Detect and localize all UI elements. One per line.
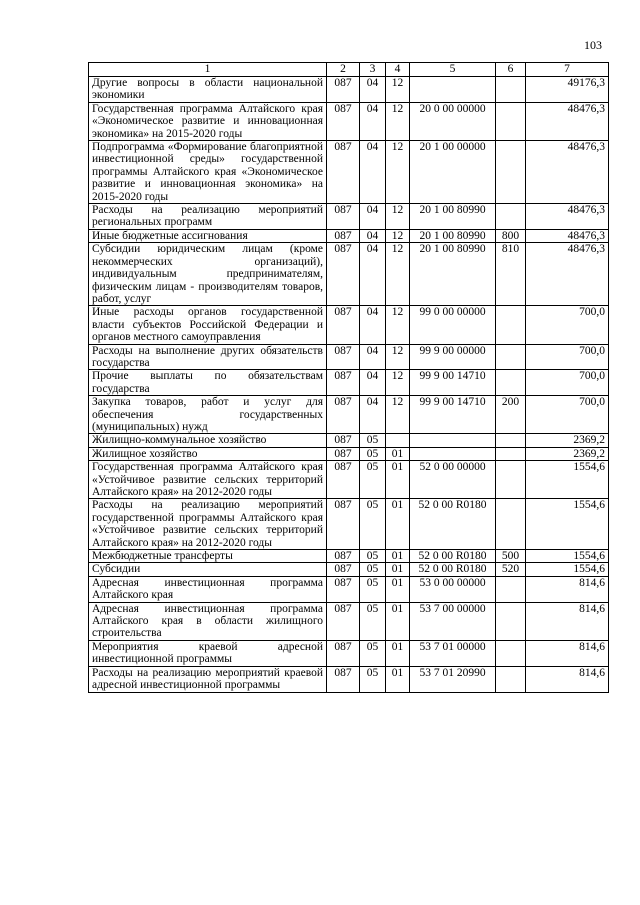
target-item-cell [410,447,496,460]
target-item-cell: 53 7 01 20990 [410,666,496,692]
department-code-cell: 087 [327,77,360,103]
row-name-cell: Жилищно-коммунальное хозяйство [89,434,327,447]
subsection-code-cell: 12 [386,102,410,140]
department-code-cell: 087 [327,306,360,344]
table-row [89,204,609,230]
section-code-cell: 04 [360,77,386,103]
subsection-code-cell: 01 [386,576,410,602]
department-code-cell: 087 [327,396,360,434]
amount-cell: 48476,3 [526,102,609,140]
expense-type-cell [496,640,526,666]
amount-cell: 1554,6 [526,461,609,499]
target-item-cell: 99 9 00 14710 [410,370,496,396]
section-code-cell: 05 [360,461,386,499]
expense-type-cell [496,77,526,103]
amount-cell: 48476,3 [526,243,609,306]
section-code-cell: 05 [360,499,386,550]
row-name-cell: Иные расходы органов государственной власти субъектов Российской Федерации и органов местного самоуправления [89,306,327,344]
table-header-row [89,63,609,77]
department-code-cell: 087 [327,461,360,499]
row-name-cell: Расходы на реализацию мероприятий государственной программы Алтайского края «Устойчивое развитие сельских территорий Алтайского края» на 2012-2020 годы [89,499,327,550]
subsection-code-cell: 12 [386,344,410,370]
amount-cell: 814,6 [526,640,609,666]
section-code-cell: 04 [360,396,386,434]
amount-cell: 48476,3 [526,204,609,230]
table-row [89,640,609,666]
target-item-cell: 53 7 01 00000 [410,640,496,666]
subsection-code-cell: 01 [386,602,410,640]
page-number: 103 [584,38,602,52]
amount-cell: 814,6 [526,602,609,640]
row-name-cell: Закупка товаров, работ и услуг для обеспечения государственных (муниципальных) нужд [89,396,327,434]
row-name-cell: Государственная программа Алтайского края «Экономическое развитие и инновационная экономика» на 2015-2020 годы [89,102,327,140]
row-name-cell: Межбюджетные трансферты [89,550,327,563]
row-name-cell: Подпрограмма «Формирование благоприятной инвестиционной среды» государственной программы Алтайского края «Экономическое развитие и инновационная экономика» на 2015-2020 годы [89,141,327,204]
subsection-code-cell: 12 [386,370,410,396]
target-item-cell: 52 0 00 R0180 [410,550,496,563]
table-row [89,77,609,103]
table-row [89,243,609,306]
expense-type-cell [496,102,526,140]
row-name-cell: Жилищное хозяйство [89,447,327,460]
table-row [89,563,609,576]
target-item-cell [410,434,496,447]
department-code-cell: 087 [327,102,360,140]
table-row [89,499,609,550]
subsection-code-cell: 12 [386,243,410,306]
department-code-cell: 087 [327,204,360,230]
department-code-cell: 087 [327,640,360,666]
row-name-cell: Расходы на выполнение других обязательств государства [89,344,327,370]
target-item-cell: 52 0 00 00000 [410,461,496,499]
table-row [89,461,609,499]
column-header: 2 [327,63,360,77]
budget-table [88,62,609,693]
section-code-cell: 04 [360,204,386,230]
amount-cell: 814,6 [526,666,609,692]
amount-cell: 700,0 [526,396,609,434]
expense-type-cell [496,306,526,344]
subsection-code-cell: 12 [386,306,410,344]
subsection-code-cell [386,434,410,447]
section-code-cell: 04 [360,102,386,140]
row-name-cell: Расходы на реализацию мероприятий региональных программ [89,204,327,230]
target-item-cell: 20 0 00 00000 [410,102,496,140]
subsection-code-cell: 12 [386,77,410,103]
target-item-cell: 52 0 00 R0180 [410,563,496,576]
expense-type-cell [496,370,526,396]
department-code-cell: 087 [327,344,360,370]
subsection-code-cell: 12 [386,204,410,230]
amount-cell: 1554,6 [526,499,609,550]
row-name-cell: Субсидии [89,563,327,576]
section-code-cell: 05 [360,434,386,447]
subsection-code-cell: 01 [386,666,410,692]
section-code-cell: 04 [360,243,386,306]
section-code-cell: 04 [360,370,386,396]
table-row [89,141,609,204]
row-name-cell: Субсидии юридическим лицам (кроме некоммерческих организаций), индивидуальным предпринимателям, физическим лицам - производителям товаров, работ, услуг [89,243,327,306]
department-code-cell: 087 [327,434,360,447]
row-name-cell: Мероприятия краевой адресной инвестиционной программы [89,640,327,666]
table-row [89,102,609,140]
department-code-cell: 087 [327,576,360,602]
amount-cell: 700,0 [526,306,609,344]
amount-cell: 48476,3 [526,229,609,242]
section-code-cell: 05 [360,666,386,692]
section-code-cell: 04 [360,229,386,242]
section-code-cell: 04 [360,344,386,370]
table-row [89,447,609,460]
subsection-code-cell: 01 [386,640,410,666]
section-code-cell: 05 [360,640,386,666]
subsection-code-cell: 12 [386,229,410,242]
amount-cell: 1554,6 [526,563,609,576]
table-row [89,306,609,344]
department-code-cell: 087 [327,370,360,396]
row-name-cell: Другие вопросы в области национальной экономики [89,77,327,103]
section-code-cell: 05 [360,576,386,602]
amount-cell: 700,0 [526,370,609,396]
target-item-cell: 99 9 00 00000 [410,344,496,370]
subsection-code-cell: 01 [386,499,410,550]
table-row [89,576,609,602]
expense-type-cell [496,447,526,460]
department-code-cell: 087 [327,550,360,563]
amount-cell: 49176,3 [526,77,609,103]
column-header: 7 [526,63,609,77]
column-header: 5 [410,63,496,77]
column-header: 3 [360,63,386,77]
section-code-cell: 05 [360,447,386,460]
department-code-cell: 087 [327,499,360,550]
target-item-cell: 20 1 00 80990 [410,229,496,242]
expense-type-cell: 810 [496,243,526,306]
table-row [89,434,609,447]
column-header: 1 [89,63,327,77]
expense-type-cell: 800 [496,229,526,242]
expense-type-cell [496,576,526,602]
table-row [89,666,609,692]
row-name-cell: Адресная инвестиционная программа Алтайского края [89,576,327,602]
expense-type-cell [496,344,526,370]
table-row [89,396,609,434]
table-body [89,77,609,693]
expense-type-cell: 520 [496,563,526,576]
expense-type-cell [496,204,526,230]
subsection-code-cell: 12 [386,396,410,434]
subsection-code-cell: 01 [386,461,410,499]
subsection-code-cell: 01 [386,550,410,563]
column-header: 6 [496,63,526,77]
target-item-cell: 20 1 00 80990 [410,243,496,306]
amount-cell: 700,0 [526,344,609,370]
target-item-cell [410,77,496,103]
target-item-cell: 53 0 00 00000 [410,576,496,602]
table-row [89,370,609,396]
table-row [89,550,609,563]
row-name-cell: Адресная инвестиционная программа Алтайского края в области жилищного строительства [89,602,327,640]
target-item-cell: 52 0 00 R0180 [410,499,496,550]
department-code-cell: 087 [327,666,360,692]
target-item-cell: 99 9 00 14710 [410,396,496,434]
expense-type-cell: 500 [496,550,526,563]
row-name-cell: Государственная программа Алтайского края «Устойчивое развитие сельских территорий Алтайского края» на 2012-2020 годы [89,461,327,499]
department-code-cell: 087 [327,602,360,640]
table-row [89,344,609,370]
expense-type-cell [496,461,526,499]
department-code-cell: 087 [327,563,360,576]
target-item-cell: 20 1 00 00000 [410,141,496,204]
department-code-cell: 087 [327,447,360,460]
target-item-cell: 20 1 00 80990 [410,204,496,230]
amount-cell: 2369,2 [526,434,609,447]
amount-cell: 1554,6 [526,550,609,563]
expense-type-cell [496,141,526,204]
section-code-cell: 05 [360,563,386,576]
department-code-cell: 087 [327,229,360,242]
target-item-cell: 53 7 00 00000 [410,602,496,640]
section-code-cell: 04 [360,141,386,204]
expense-type-cell [496,499,526,550]
section-code-cell: 05 [360,602,386,640]
subsection-code-cell: 01 [386,563,410,576]
target-item-cell: 99 0 00 00000 [410,306,496,344]
subsection-code-cell: 01 [386,447,410,460]
section-code-cell: 04 [360,306,386,344]
column-header: 4 [386,63,410,77]
department-code-cell: 087 [327,243,360,306]
row-name-cell: Расходы на реализацию мероприятий краевой адресной инвестиционной программы [89,666,327,692]
row-name-cell: Прочие выплаты по обязательствам государства [89,370,327,396]
expense-type-cell [496,666,526,692]
expense-type-cell: 200 [496,396,526,434]
department-code-cell: 087 [327,141,360,204]
table-row [89,602,609,640]
amount-cell: 814,6 [526,576,609,602]
amount-cell: 48476,3 [526,141,609,204]
expense-type-cell [496,434,526,447]
table-row [89,229,609,242]
amount-cell: 2369,2 [526,447,609,460]
row-name-cell: Иные бюджетные ассигнования [89,229,327,242]
subsection-code-cell: 12 [386,141,410,204]
section-code-cell: 05 [360,550,386,563]
expense-type-cell [496,602,526,640]
